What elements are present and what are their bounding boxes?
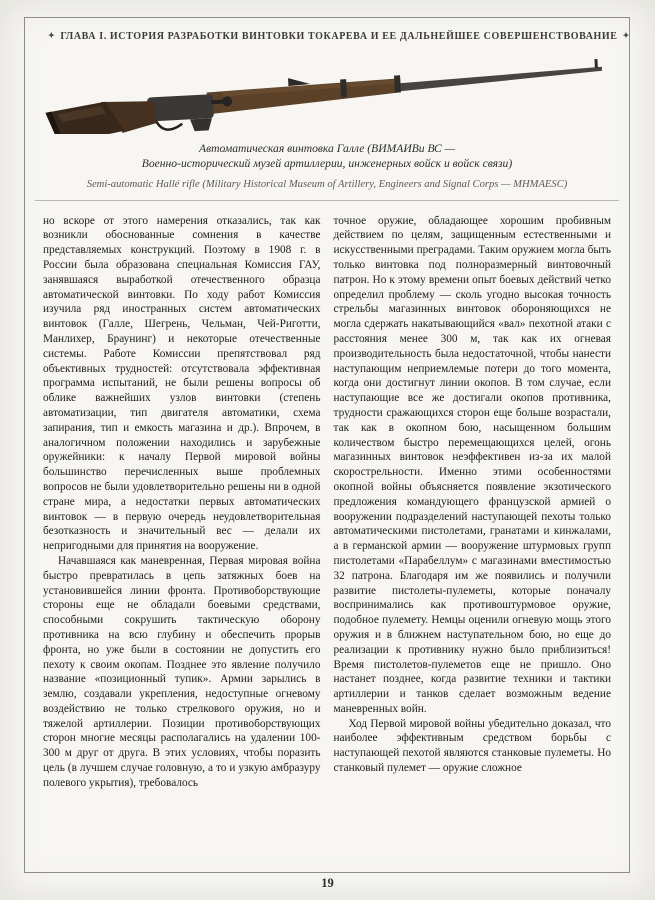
paragraph: но вскоре от этого намерения отказались, так как возникли обоснованные сомнения в качестве представляемых конструкций. Поэтому в 1908 г. в России была образована специальная Комиссия ГАУ, занявшаяся выработкой отечественного образца автоматической винтовки. По ходу работ Комиссия изучила ряд иностранных систем автоматических винтовок (Галле, Шегрень, Чельман, Чей-Риготти, Манлихер, Браунинг) и некоторые отечественные системы. Работе Комиссии препятствовал ряд объективных трудностей: отсутствовала эффективная программа испытаний, не были решены вопросы об облике важнейших узлов винтовки (степень автоматизации, тип двигателя автоматики, схема запирания, тип и емкость магазина и др.). Впрочем, в аналогичном положении находились и зарубежные оружейники: к началу Первой мировой войны большинство перечисленных выше проблемных вопросов не были удовлетворительно решены ни в одной стране мира, а недостатки первых автоматических винтовок — в первую очередь неудовлетворительная безотказность и значительный вес — делали их непригодными для принятия на вооружение. [43,214,321,553]
figure-block [43,56,611,190]
page-frame [24,17,630,873]
right-column [334,214,612,866]
text-columns [43,214,611,866]
paragraph: Начавшаяся как маневренная, Первая мировая война быстро превратилась в цепь затяжных боев на установившейся линии фронта. Противоборствующие стороны еще не обладали боевыми средствами, способными сокрушить тактическую оборону противника на всю глубину и обеспечить прорыв фронта, но уже были в состоянии не допустить его пехоту к своим окопам. Позднее это явление получило название «позиционный тупик». Армии зарылись в землю, создавали укрепления, недоступные огневому воздействию не только стрелкового оружия, но и тяжелой артиллерии. Позиции противоборствующих сторон многие месяцы располагались на удалении 100-300 м друг от друга. В этих условиях, чтобы поразить цель (в лучшем случае головную, а то и узкую амбразуру полевого укрытия), требовалось [43,554,321,789]
paragraph: точное оружие, обладающее хорошим пробивным действием по целям, защищенным естественными и искусственными преградами. Таким оружием могла быть только винтовка под полноразмерный винтовочный патрон. Но к этому времени опыт боевых действий четко определил проблему — сколь угодно высокая точность стрельбы магазинных винтовок обороняющихся не могла сдержать накатывающийся «вал» пехотной атаки с расстояния менее 300 м, так как их огневая производительность была недостаточной, чтобы нанести наступающим неприемлемые потери до того момента, когда они достигнут линии окопов. В том случае, если наступающие все же достигали окопов противника, трудности сражающихся сторон еще больше возрастали, так как в окопном бою, насыщенном большим количеством быстро перемещающихся целей, огонь магазинных винтовок неэффективен из-за их малой скорострельности. Именно этими особенностями окопной войны объясняется появление экзотического предложения командующего французской армией о вооружении подразделений наступающей пехоты только автоматическими пистолетами, гранатами и кинжалами, а в германской армии — вооружение штурмовых групп пистолетами «Парабеллум» с магазинами вместимостью 32 патрона. Благодаря им же появились и получили развитие пистолеты-пулеметы, которые поначалу воспринимались как противоштурмовое оружие, подобное пулемету. Немцы оценили огневую мощь этого оружия и в ближнем наступательном бою, но еще до реализации к противнику нужно было приблизиться! Время пистолетов-пулеметов еще не пришло. Оно настанет позднее, когда развитие техники и тактики артиллерии и танков сделает возможным ведение маневренных войн. [333,214,611,715]
diamond-ornament-icon: ✦ [48,31,56,40]
figure-caption-en: Semi-automatic Hallé rifle (Military Historical Museum of Artillery, Engineers and Signal Corps — MHMAESC) [86,178,568,190]
chapter-title: ГЛАВА I. ИСТОРИЯ РАЗРАБОТКИ ВИНТОВКИ ТОКАРЕВА И ЕЕ ДАЛЬНЕЙШЕЕ СОВЕРШЕНСТВОВАНИЕ [60,31,618,42]
chapter-header [43,31,630,42]
page-number: 19 [321,876,334,890]
left-column [43,214,321,866]
figure-caption-ru-line1: Автоматическая винтовка Галле (ВИМАИВи ВС — [199,142,455,155]
figure-caption-ru-line2: Военно-исторический музей артиллерии, инженерных войск и войск связи) [141,157,513,171]
paragraph: Ход Первой мировой войны убедительно доказал, что наиболее эффективным средством борьбы с наступающей пехотой являются станковые пулеметы. Но станковый пулемет — оружие сложное [333,717,611,775]
diamond-ornament-icon: ✦ [622,31,630,40]
rifle-photo [43,56,617,134]
caption-divider [35,200,619,201]
figure-caption-ru [43,141,611,172]
